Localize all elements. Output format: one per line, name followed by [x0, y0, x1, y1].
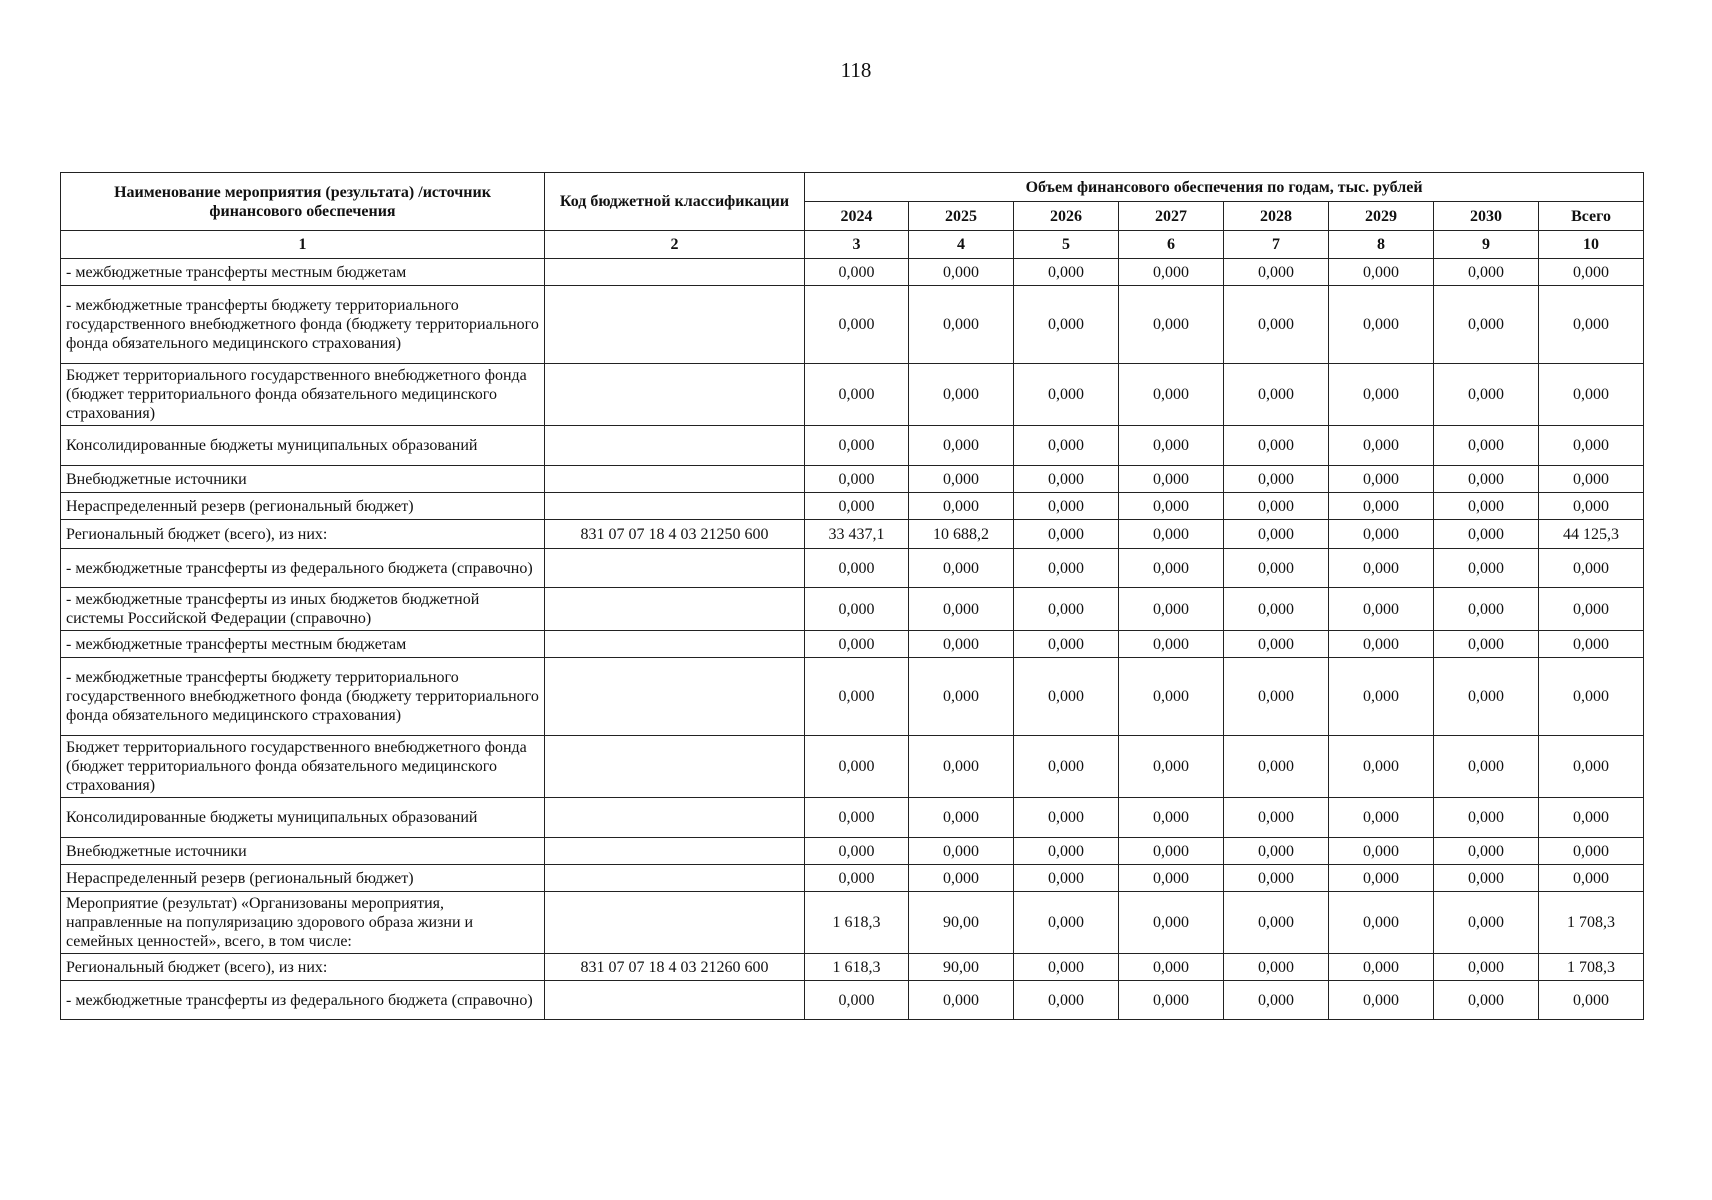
row-code [545, 838, 805, 865]
table-row [61, 493, 1644, 520]
table-row [61, 466, 1644, 493]
row-value: 0,000 [1014, 549, 1119, 588]
table-row [61, 364, 1644, 426]
column-number: 4 [909, 231, 1014, 259]
table-row [61, 954, 1644, 981]
row-value: 1 618,3 [805, 954, 909, 981]
row-value: 0,000 [1119, 658, 1224, 736]
row-value: 0,000 [1224, 259, 1329, 286]
column-number-row [61, 231, 1644, 259]
row-value: 0,000 [1014, 981, 1119, 1020]
row-value: 0,000 [1329, 865, 1434, 892]
row-value: 0,000 [1434, 588, 1539, 631]
row-value: 0,000 [1434, 736, 1539, 798]
row-code [545, 865, 805, 892]
row-total: 0,000 [1539, 736, 1644, 798]
row-value: 0,000 [909, 838, 1014, 865]
row-value: 0,000 [1224, 865, 1329, 892]
table-row [61, 658, 1644, 736]
row-value: 0,000 [909, 631, 1014, 658]
row-value: 0,000 [1119, 588, 1224, 631]
row-value: 0,000 [1329, 286, 1434, 364]
row-value: 0,000 [1224, 658, 1329, 736]
row-value: 0,000 [1434, 658, 1539, 736]
row-value: 0,000 [1329, 892, 1434, 954]
table-body [61, 259, 1644, 1020]
row-value: 0,000 [805, 838, 909, 865]
row-total: 0,000 [1539, 493, 1644, 520]
row-name: Бюджет территориального государственного внебюджетного фонда (бюджет территориального фонда обязательного медицинского страхования) [61, 736, 545, 798]
column-number: 5 [1014, 231, 1119, 259]
row-value: 0,000 [1014, 259, 1119, 286]
row-value: 90,00 [909, 892, 1014, 954]
row-code [545, 426, 805, 466]
row-value: 0,000 [1119, 286, 1224, 364]
row-value: 0,000 [1014, 954, 1119, 981]
row-value: 0,000 [1329, 259, 1434, 286]
column-number: 3 [805, 231, 909, 259]
row-value: 0,000 [805, 286, 909, 364]
column-number: 8 [1329, 231, 1434, 259]
row-value: 0,000 [909, 549, 1014, 588]
row-value: 0,000 [909, 493, 1014, 520]
row-value: 0,000 [1434, 520, 1539, 549]
row-value: 0,000 [909, 658, 1014, 736]
row-total: 0,000 [1539, 286, 1644, 364]
budget-table [60, 172, 1644, 1020]
row-total: 0,000 [1539, 549, 1644, 588]
row-value: 0,000 [1329, 954, 1434, 981]
row-value: 0,000 [1014, 838, 1119, 865]
column-number: 9 [1434, 231, 1539, 259]
row-code [545, 364, 805, 426]
row-value: 0,000 [1224, 286, 1329, 364]
row-name: Внебюджетные источники [61, 838, 545, 865]
column-number: 7 [1224, 231, 1329, 259]
header-year: 2030 [1434, 202, 1539, 231]
row-value: 0,000 [1329, 493, 1434, 520]
table-row [61, 259, 1644, 286]
row-value: 0,000 [1224, 736, 1329, 798]
row-code [545, 549, 805, 588]
row-value: 33 437,1 [805, 520, 909, 549]
row-value: 0,000 [1014, 798, 1119, 838]
row-value: 0,000 [1014, 658, 1119, 736]
row-value: 0,000 [1434, 954, 1539, 981]
row-value: 0,000 [1119, 520, 1224, 549]
row-value: 0,000 [1119, 892, 1224, 954]
row-name: Внебюджетные источники [61, 466, 545, 493]
row-value: 0,000 [1434, 286, 1539, 364]
row-value: 0,000 [1224, 549, 1329, 588]
row-value: 0,000 [805, 588, 909, 631]
row-value: 0,000 [805, 493, 909, 520]
row-value: 0,000 [1119, 798, 1224, 838]
row-code [545, 493, 805, 520]
row-value: 0,000 [1119, 865, 1224, 892]
row-total: 0,000 [1539, 981, 1644, 1020]
row-value: 0,000 [1434, 798, 1539, 838]
row-value: 90,00 [909, 954, 1014, 981]
row-total: 0,000 [1539, 588, 1644, 631]
row-value: 0,000 [805, 549, 909, 588]
row-name: - межбюджетные трансферты из иных бюджетов бюджетной системы Российской Федерации (справочно) [61, 588, 545, 631]
table-row [61, 981, 1644, 1020]
row-value: 0,000 [1329, 981, 1434, 1020]
header-year: 2027 [1119, 202, 1224, 231]
row-value: 0,000 [1119, 736, 1224, 798]
row-value: 0,000 [1224, 520, 1329, 549]
row-value: 0,000 [1434, 493, 1539, 520]
row-value: 0,000 [1119, 466, 1224, 493]
table-row [61, 588, 1644, 631]
row-name: - межбюджетные трансферты бюджету территориального государственного внебюджетного фонда (бюджету территориального фонда обязательного медицинского страхования) [61, 286, 545, 364]
row-total: 0,000 [1539, 631, 1644, 658]
row-value: 10 688,2 [909, 520, 1014, 549]
row-value: 0,000 [909, 798, 1014, 838]
row-value: 0,000 [1329, 426, 1434, 466]
row-value: 0,000 [1329, 658, 1434, 736]
row-name: Консолидированные бюджеты муниципальных образований [61, 798, 545, 838]
row-code [545, 658, 805, 736]
row-value: 0,000 [1119, 426, 1224, 466]
row-code [545, 286, 805, 364]
row-name: Нераспределенный резерв (региональный бюджет) [61, 865, 545, 892]
row-value: 0,000 [805, 259, 909, 286]
row-value: 0,000 [1014, 466, 1119, 493]
row-value: 0,000 [1119, 631, 1224, 658]
row-value: 0,000 [1014, 865, 1119, 892]
header-volume: Объем финансового обеспечения по годам, тыс. рублей [805, 173, 1644, 202]
column-number: 1 [61, 231, 545, 259]
row-name: Мероприятие (результат) «Организованы мероприятия, направленные на популяризацию здорового образа жизни и семейных ценностей», всего, в том числе: [61, 892, 545, 954]
row-value: 0,000 [1014, 892, 1119, 954]
header-name: Наименование мероприятия (результата) /источник финансового обеспечения [61, 173, 545, 231]
row-value: 0,000 [1434, 892, 1539, 954]
row-value: 0,000 [1434, 466, 1539, 493]
row-value: 1 618,3 [805, 892, 909, 954]
header-code: Код бюджетной классификации [545, 173, 805, 231]
row-value: 0,000 [1434, 426, 1539, 466]
row-value: 0,000 [1014, 364, 1119, 426]
row-value: 0,000 [1014, 520, 1119, 549]
table-row [61, 286, 1644, 364]
row-value: 0,000 [1224, 954, 1329, 981]
row-total: 0,000 [1539, 259, 1644, 286]
row-value: 0,000 [1014, 426, 1119, 466]
row-total: 0,000 [1539, 466, 1644, 493]
row-value: 0,000 [805, 736, 909, 798]
row-name: - межбюджетные трансферты из федерального бюджета (справочно) [61, 549, 545, 588]
row-value: 0,000 [1119, 364, 1224, 426]
row-code [545, 892, 805, 954]
column-number: 10 [1539, 231, 1644, 259]
row-value: 0,000 [1329, 798, 1434, 838]
row-code [545, 466, 805, 493]
row-value: 0,000 [1014, 588, 1119, 631]
table-row [61, 865, 1644, 892]
row-code [545, 736, 805, 798]
header-year: 2024 [805, 202, 909, 231]
row-value: 0,000 [1329, 588, 1434, 631]
table-row [61, 426, 1644, 466]
header-year: 2025 [909, 202, 1014, 231]
row-value: 0,000 [1224, 838, 1329, 865]
row-value: 0,000 [1224, 798, 1329, 838]
row-value: 0,000 [1329, 520, 1434, 549]
row-value: 0,000 [1224, 466, 1329, 493]
row-code [545, 259, 805, 286]
row-value: 0,000 [1119, 838, 1224, 865]
row-name: Региональный бюджет (всего), из них: [61, 954, 545, 981]
row-value: 0,000 [909, 588, 1014, 631]
row-value: 0,000 [909, 736, 1014, 798]
row-value: 0,000 [909, 466, 1014, 493]
row-total: 0,000 [1539, 865, 1644, 892]
row-name: Бюджет территориального государственного внебюджетного фонда (бюджет территориального фонда обязательного медицинского страхования) [61, 364, 545, 426]
row-value: 0,000 [1224, 588, 1329, 631]
row-value: 0,000 [805, 981, 909, 1020]
row-value: 0,000 [1434, 865, 1539, 892]
row-total: 44 125,3 [1539, 520, 1644, 549]
row-value: 0,000 [1014, 493, 1119, 520]
row-value: 0,000 [1434, 981, 1539, 1020]
row-value: 0,000 [909, 286, 1014, 364]
row-value: 0,000 [1434, 631, 1539, 658]
row-value: 0,000 [1329, 549, 1434, 588]
table-row [61, 520, 1644, 549]
row-value: 0,000 [805, 658, 909, 736]
row-value: 0,000 [1119, 954, 1224, 981]
row-value: 0,000 [1434, 364, 1539, 426]
row-value: 0,000 [1014, 736, 1119, 798]
row-value: 0,000 [1329, 838, 1434, 865]
row-value: 0,000 [909, 426, 1014, 466]
row-value: 0,000 [909, 981, 1014, 1020]
column-number: 6 [1119, 231, 1224, 259]
header-year: 2028 [1224, 202, 1329, 231]
row-value: 0,000 [805, 426, 909, 466]
row-value: 0,000 [805, 865, 909, 892]
row-code: 831 07 07 18 4 03 21260 600 [545, 954, 805, 981]
page-number: 118 [840, 58, 872, 82]
row-value: 0,000 [1224, 493, 1329, 520]
row-value: 0,000 [1119, 549, 1224, 588]
row-value: 0,000 [805, 364, 909, 426]
table-row [61, 631, 1644, 658]
row-value: 0,000 [1434, 838, 1539, 865]
row-value: 0,000 [1014, 631, 1119, 658]
row-name: Консолидированные бюджеты муниципальных образований [61, 426, 545, 466]
row-total: 1 708,3 [1539, 954, 1644, 981]
table-row [61, 736, 1644, 798]
row-code [545, 631, 805, 658]
column-number: 2 [545, 231, 805, 259]
row-value: 0,000 [909, 259, 1014, 286]
row-value: 0,000 [1014, 286, 1119, 364]
header-year: 2029 [1329, 202, 1434, 231]
row-value: 0,000 [1224, 364, 1329, 426]
row-value: 0,000 [1224, 981, 1329, 1020]
row-value: 0,000 [1119, 981, 1224, 1020]
table-row [61, 798, 1644, 838]
row-name: - межбюджетные трансферты местным бюджетам [61, 259, 545, 286]
row-value: 0,000 [1434, 259, 1539, 286]
row-value: 0,000 [1224, 892, 1329, 954]
row-total: 1 708,3 [1539, 892, 1644, 954]
row-name: Региональный бюджет (всего), из них: [61, 520, 545, 549]
row-name: - межбюджетные трансферты местным бюджетам [61, 631, 545, 658]
row-value: 0,000 [1329, 364, 1434, 426]
row-value: 0,000 [909, 865, 1014, 892]
row-value: 0,000 [805, 631, 909, 658]
table-row [61, 892, 1644, 954]
row-total: 0,000 [1539, 364, 1644, 426]
row-name: - межбюджетные трансферты бюджету территориального государственного внебюджетного фонда (бюджету территориального фонда обязательного медицинского страхования) [61, 658, 545, 736]
row-code [545, 588, 805, 631]
row-value: 0,000 [1329, 466, 1434, 493]
row-value: 0,000 [909, 364, 1014, 426]
row-value: 0,000 [1329, 631, 1434, 658]
row-code: 831 07 07 18 4 03 21250 600 [545, 520, 805, 549]
row-name: - межбюджетные трансферты из федерального бюджета (справочно) [61, 981, 545, 1020]
row-value: 0,000 [1119, 493, 1224, 520]
row-total: 0,000 [1539, 838, 1644, 865]
row-value: 0,000 [1224, 426, 1329, 466]
row-value: 0,000 [1224, 631, 1329, 658]
row-value: 0,000 [1329, 736, 1434, 798]
row-name: Нераспределенный резерв (региональный бюджет) [61, 493, 545, 520]
row-total: 0,000 [1539, 658, 1644, 736]
row-value: 0,000 [1119, 259, 1224, 286]
row-code [545, 798, 805, 838]
row-total: 0,000 [1539, 798, 1644, 838]
row-value: 0,000 [805, 798, 909, 838]
header-row-top [61, 173, 1644, 202]
row-code [545, 981, 805, 1020]
table-row [61, 549, 1644, 588]
row-value: 0,000 [805, 466, 909, 493]
row-total: 0,000 [1539, 426, 1644, 466]
row-value: 0,000 [1434, 549, 1539, 588]
table-row [61, 838, 1644, 865]
header-year: 2026 [1014, 202, 1119, 231]
header-year-total: Всего [1539, 202, 1644, 231]
